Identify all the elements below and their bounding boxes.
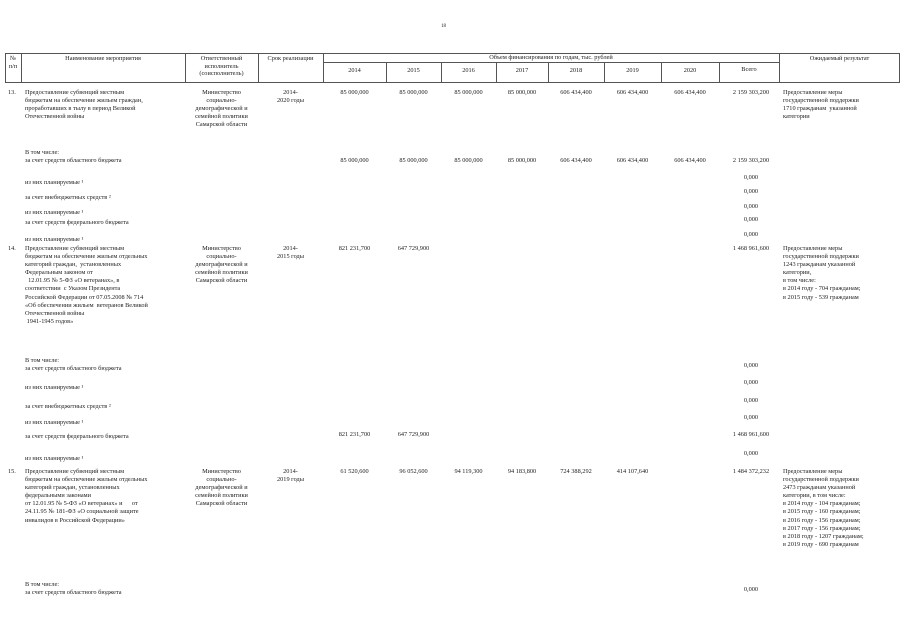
row14-sub-obl: за счет средств областного бюджета [25, 365, 122, 372]
row13-val-2014: 85 000,000 [340, 89, 369, 96]
row13-total: 2 159 303,200 [732, 89, 770, 96]
row14-plan1-total: 0,000 [743, 379, 759, 386]
header-result: Ожидаемый результат [809, 55, 870, 62]
row13-fed: за счет средств федерального бюджета [25, 219, 129, 226]
header-name: Наименование мероприятия [65, 55, 141, 62]
row14-fed: за счет средств федерального бюджета [25, 433, 129, 440]
row15-val-2018: 724 388,292 [560, 468, 592, 475]
header-num: № п/п [8, 55, 18, 70]
row13-fed-total: 0,000 [743, 216, 759, 223]
header-year-2019: 2019 [626, 67, 639, 74]
row15-exec: Министерство социально- демографической и семейной политики Самарской области [195, 468, 248, 508]
row13-obl-2016: 85 000,000 [454, 157, 483, 164]
row14-plan2: из них планируемые ¹ [25, 419, 84, 426]
row13-incl: В том числе: [25, 149, 60, 156]
page-number: 18 [441, 24, 446, 29]
header-year-2016: 2016 [462, 67, 475, 74]
row15-val-2019: 414 107,640 [616, 468, 649, 475]
row14-fed-2014: 821 231,700 [338, 431, 371, 438]
row15-term: 2014- 2019 годы [277, 468, 304, 484]
row14-fed-2015: 647 729,900 [397, 431, 430, 438]
row13-obl-2018: 606 434,400 [560, 157, 592, 164]
row13-val-2016: 85 000,000 [454, 89, 483, 96]
row13-vneb: за счет внебюджетных средств ² [25, 194, 111, 201]
header-exec: Ответственный исполнитель (соисполнитель) [199, 55, 244, 77]
row14-plan1: из них планируемые ¹ [25, 384, 84, 391]
row14-num: 14. [8, 245, 16, 252]
row13-obl-2015: 85 000,000 [399, 157, 428, 164]
funding-divider [323, 62, 779, 63]
row14-total: 1 468 961,600 [732, 245, 770, 252]
row14-incl: В том числе: [25, 357, 60, 364]
row13-vneb-total: 0,000 [743, 188, 759, 195]
row14-exec: Министерство социально- демографической и семейной политики Самарской области [195, 245, 248, 285]
row14-obl-total: 0,000 [743, 362, 759, 369]
row15-result: Предоставление меры государственной поддержки 2473 гражданам указанной категории, в том числе: в 2014 году - 104 гражданам; в 2015 году - 160 гражданам; в 2016 году - 156 гражданам; в 2017 году - 156 гражданам; в 2018 году - 1207 гражданам; в 2019 году - 690 гражданам [783, 468, 864, 548]
row15-num: 15. [8, 468, 16, 475]
row15-val-2014: 61 520,600 [340, 468, 369, 475]
header-funding: Объем финансирования по годам, тыс. рублей [489, 54, 613, 61]
row14-plan3-total: 0,000 [743, 450, 759, 457]
header-term: Срок реализации [267, 55, 314, 62]
row13-val-2019: 606 434,400 [616, 89, 649, 96]
row13-plan1: из них планируемые ¹ [25, 179, 84, 186]
row13-val-2015: 85 000,000 [399, 89, 428, 96]
row14-fed-total: 1 468 961,600 [732, 431, 770, 438]
row13-obl-total: 2 159 303,200 [732, 157, 770, 164]
row13-val-2018: 606 434,400 [560, 89, 592, 96]
row13-result: Предоставление меры государственной поддержки 1710 гражданам указанной категории [783, 89, 859, 121]
row15-incl: В том числе: [25, 581, 60, 588]
row13-num: 13. [8, 89, 16, 96]
header-year-2014: 2014 [348, 67, 361, 74]
row15-sub-obl: за счет средств областного бюджета [25, 589, 122, 596]
row13-obl-2019: 606 434,400 [616, 157, 649, 164]
row13-exec: Министерство социально- демографической и семейной политики Самарской области [195, 89, 248, 129]
row13-name: Предоставление субвенций местным бюджетам на обеспечение жильем граждан, проработавших в тылу в период Великой Отечественной войны [25, 89, 143, 121]
row14-result: Предоставление меры государственной поддержки 1243 гражданам указанной категории, в том числе: в 2014 году - 704 гражданам; в 2015 году - 539 гражданам [783, 245, 861, 301]
row14-vneb: за счет внебюджетных средств ² [25, 403, 111, 410]
row13-sub-obl: за счет средств областного бюджета [25, 157, 122, 164]
row13-plan1-total: 0,000 [743, 174, 759, 181]
row13-term: 2014- 2020 годы [277, 89, 304, 105]
row13-obl-2017: 85 000,000 [507, 157, 537, 164]
header-year-2015: 2015 [407, 67, 420, 74]
row15-obl-total: 0,000 [743, 586, 759, 593]
row14-name: Предоставление субвенций местным бюджетам на обеспечение жильем отдельных категорий граждан, установленных Федеральным законом от 12.01.95 № 5-ФЗ «О ветеранах», в соответствии с Указом Президента Российской Федерации от 07.05.2008 № 714 «Об обеспечении жильем ветеранов Великой Отечественной войны 1941-1945 годов» [25, 245, 148, 325]
header-year-2018: 2018 [569, 67, 583, 74]
header-year-2017: 2017 [515, 67, 529, 74]
row14-val-2014: 821 231,700 [338, 245, 371, 252]
row15-val-2015: 96 052,600 [399, 468, 428, 475]
row15-total: 1 484 372,232 [732, 468, 770, 475]
row13-plan3: из них планируемые ¹ [25, 236, 84, 243]
row13-val-2017: 85 000,000 [507, 89, 537, 96]
row15-val-2016: 94 119,300 [454, 468, 483, 475]
row14-term: 2014- 2015 годы [277, 245, 304, 261]
row14-val-2015: 647 729,900 [397, 245, 430, 252]
row13-plan2: из них планируемые ¹ [25, 209, 84, 216]
row13-val-2020: 606 434,400 [674, 89, 706, 96]
row15-val-2017: 94 183,800 [507, 468, 537, 475]
row14-vneb-total: 0,000 [743, 397, 759, 404]
row13-plan2-total: 0,000 [743, 203, 759, 210]
row14-plan2-total: 0,000 [743, 414, 759, 421]
row13-obl-2014: 85 000,000 [340, 157, 369, 164]
row13-plan3-total: 0,000 [743, 231, 759, 238]
header-total: Всего [741, 66, 757, 73]
row15-name: Предоставление субвенций местным бюджетам на обеспечение жильем отдельных категорий граждан, установленных федеральными законами от 12.01.95 № 5-ФЗ «О ветеранах» и от 24.11.95 № 181-ФЗ «О социальной защите инвалидов в Российской Федерации» [25, 468, 148, 524]
row14-plan3: из них планируемые ¹ [25, 455, 84, 462]
row13-obl-2020: 606 434,400 [674, 157, 706, 164]
header-year-2020: 2020 [683, 67, 697, 74]
